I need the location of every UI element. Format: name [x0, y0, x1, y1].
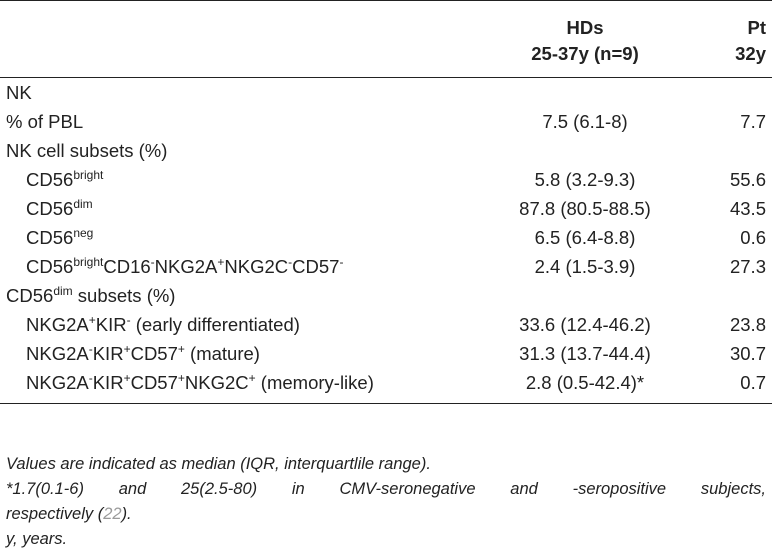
hds-value: 6.5 (6.4-8.8) — [534, 227, 636, 248]
table-row — [0, 223, 772, 252]
row-label: NKG2A-KIR+CD57+NKG2C+ (memory-like) — [0, 368, 460, 404]
table-row — [0, 310, 772, 339]
row-label: NK — [6, 82, 32, 103]
footnote-years: y, years. — [6, 530, 68, 548]
row-label: $CD56^{dim}$ subsets (%) — [6, 284, 176, 306]
hds-value: 2.4 (1.5-3.9) — [534, 256, 636, 277]
header-hds-age: 25-37y (n=9) — [531, 43, 639, 64]
header-hds-label: HDs — [566, 17, 604, 38]
row-label: $CD56^{neg}$ — [26, 226, 94, 248]
pt-value: 27.3 — [729, 256, 766, 277]
hds-value: 2.8 (0.5-42.4)* — [460, 368, 710, 404]
pt-value: 0.7 — [710, 368, 772, 404]
hds-value: 33.6 (12.4-46.2) — [519, 314, 651, 335]
hds-value: 31.3 (13.7-44.4) — [519, 343, 651, 364]
pt-value: 30.7 — [729, 343, 766, 364]
pt-value: 43.5 — [729, 198, 766, 219]
header-empty-cell — [0, 1, 460, 78]
table-row — [0, 368, 772, 404]
table-row — [0, 136, 772, 165]
table-row — [0, 281, 772, 310]
row-label: NKG2A+KIR- (early differentiated) — [26, 313, 300, 335]
table-row — [0, 165, 772, 194]
header-row — [0, 1, 772, 78]
footnote-cmv-cont: respectively (22). — [6, 505, 132, 523]
table-footnotes — [6, 452, 766, 552]
table-row — [0, 107, 772, 136]
table-row — [0, 194, 772, 223]
row-label: $CD56^{dim}$ — [26, 197, 93, 219]
hds-value: 7.5 (6.1-8) — [542, 111, 628, 132]
pt-value: 7.7 — [740, 111, 766, 132]
footnote-median: Values are indicated as median (IQR, interquartlile range). — [6, 455, 431, 473]
pt-value: 0.6 — [740, 227, 766, 248]
header-hds — [460, 1, 710, 78]
hds-value: 87.8 (80.5-88.5) — [519, 198, 651, 219]
row-label: NKG2A-KIR+CD57+ (mature) — [26, 342, 260, 364]
row-label: % of PBL — [6, 111, 84, 132]
table-row — [0, 252, 772, 281]
row-label: $CD56^{bright}$ — [26, 168, 104, 190]
footnote-cmv: *1.7(0.1-6) and 25(2.5-80) in CMV-seronegative and -seropositive subjects, — [6, 480, 766, 498]
pt-value: 55.6 — [729, 169, 766, 190]
hds-value: 5.8 (3.2-9.3) — [534, 169, 636, 190]
table-row — [0, 78, 772, 108]
header-pt-age: 32y — [735, 43, 766, 64]
header-pt — [710, 1, 772, 78]
header-pt-label: Pt — [747, 17, 766, 38]
row-label: NK cell subsets (%) — [6, 140, 168, 161]
row-label: $CD56^{bright}CD16^-NKG2A^+NKG2C^-CD57^-$ — [26, 255, 344, 277]
table-row — [0, 339, 772, 368]
reference-link[interactable]: 22 — [103, 505, 122, 523]
pt-value: 23.8 — [729, 314, 766, 335]
